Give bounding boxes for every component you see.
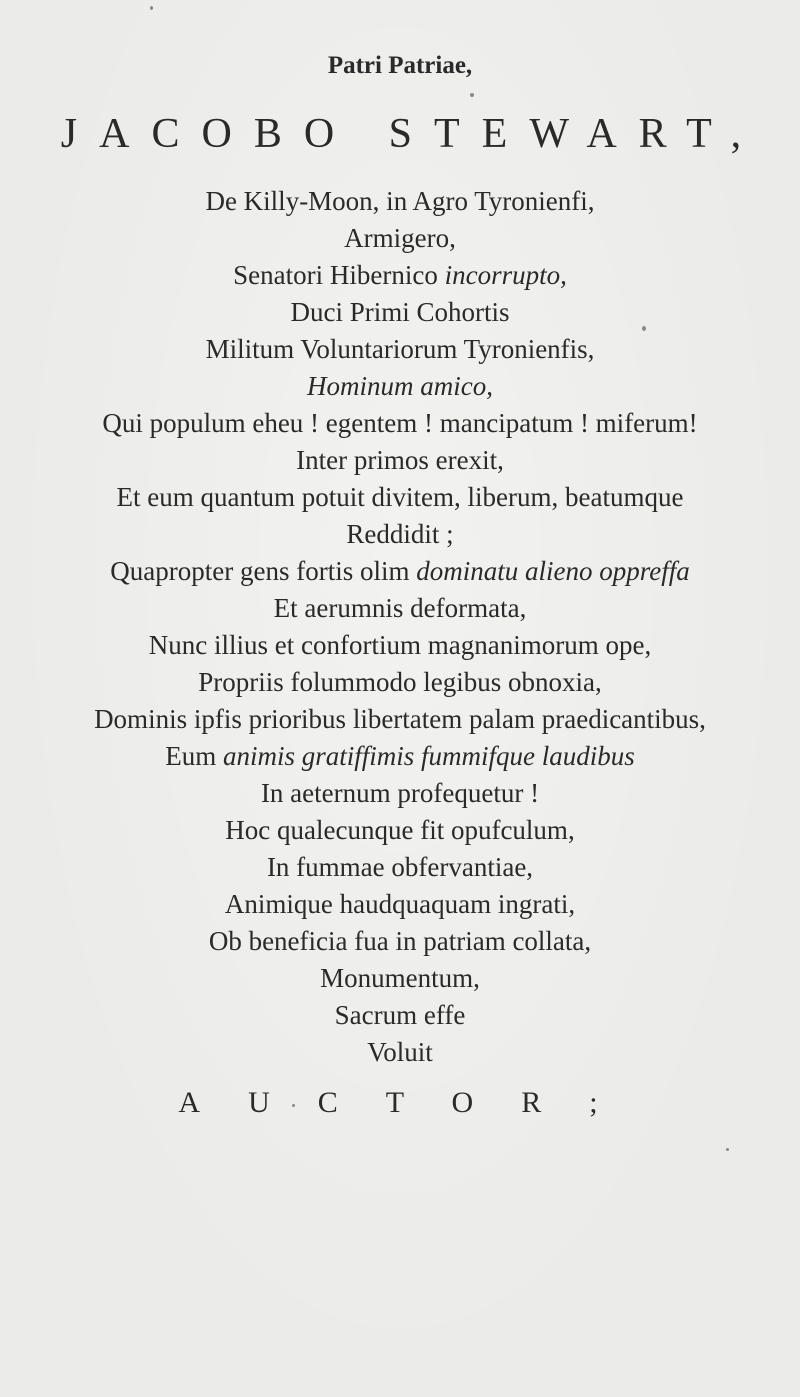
body-line — [0, 482, 800, 513]
text-segment: In aeternum profequetur ! — [260, 778, 540, 808]
body-line — [0, 519, 800, 550]
signature-auctor: AUCTOR; — [178, 1086, 646, 1119]
text-segment: Animique haudquaquam ingrati, — [224, 889, 576, 919]
italic-text-segment: dominatu alieno oppreffa — [416, 556, 690, 586]
body-line — [0, 630, 800, 661]
body-line — [0, 334, 800, 365]
body-line — [0, 778, 800, 809]
text-segment: Voluit — [367, 1037, 433, 1067]
body-line — [0, 408, 800, 439]
body-line — [0, 741, 800, 772]
body-line — [0, 371, 800, 402]
italic-text-segment: animis gratiffimis fummifque laudibus — [222, 741, 635, 771]
body-line — [0, 556, 800, 587]
body-line — [0, 963, 800, 994]
scan-speck — [150, 6, 153, 10]
text-segment: Senatori Hibernico — [233, 260, 445, 290]
text-segment: In fummae obfervantiae, — [266, 852, 534, 882]
body-line — [0, 445, 800, 476]
body-line — [0, 223, 800, 254]
dedicatee-name: JACOBO STEWART, — [60, 111, 764, 157]
body-line — [0, 667, 800, 698]
text-segment: Duci Primi Cohortis — [290, 297, 510, 327]
italic-text-segment: Hominum amico, — [307, 371, 493, 401]
text-segment: Dominis ipfis prioribus libertatem palam praedicantibus, — [94, 704, 706, 734]
body-line — [0, 593, 800, 624]
body-line — [0, 186, 800, 217]
text-segment: Militum Voluntariorum Tyronienfis, — [205, 334, 595, 364]
text-segment: Inter primos erexit, — [296, 445, 504, 475]
text-segment: Quapropter gens fortis olim — [110, 556, 417, 586]
text-segment: Hoc qualecunque fit opufculum, — [225, 815, 575, 845]
text-segment: Et eum quantum potuit divitem, liberum, beatumque — [116, 482, 684, 512]
text-segment: Armigero, — [344, 223, 456, 253]
body-line — [0, 1037, 800, 1068]
text-segment: Reddidit ; — [346, 519, 454, 549]
text-segment: Qui populum eheu ! egentem ! mancipatum ! miferum! — [102, 408, 698, 438]
body-line — [0, 852, 800, 883]
body-line — [0, 815, 800, 846]
text-segment: Propriis folummodo legibus obnoxia, — [198, 667, 602, 697]
text-segment: Et aerumnis deformata, — [273, 593, 527, 623]
scan-speck — [470, 93, 474, 97]
italic-text-segment: incorrupto, — [444, 260, 567, 290]
text-segment: Monumentum, — [320, 963, 480, 993]
body-line — [0, 297, 800, 328]
body-line — [0, 260, 800, 291]
body-line — [0, 926, 800, 957]
text-segment: Ob beneficia fua in patriam collata, — [208, 926, 592, 956]
body-line — [0, 889, 800, 920]
text-segment: Nunc illius et confortium magnanimorum ope, — [148, 630, 652, 660]
text-segment: Sacrum effe — [334, 1000, 466, 1030]
body-line — [0, 704, 800, 735]
body-line — [0, 1000, 800, 1031]
text-segment: Eum — [165, 741, 223, 771]
scan-speck — [726, 1148, 729, 1151]
text-segment: De Killy-Moon, in Agro Tyronienfi, — [205, 186, 595, 216]
dedication-line: Patri Patriae, — [327, 52, 473, 79]
